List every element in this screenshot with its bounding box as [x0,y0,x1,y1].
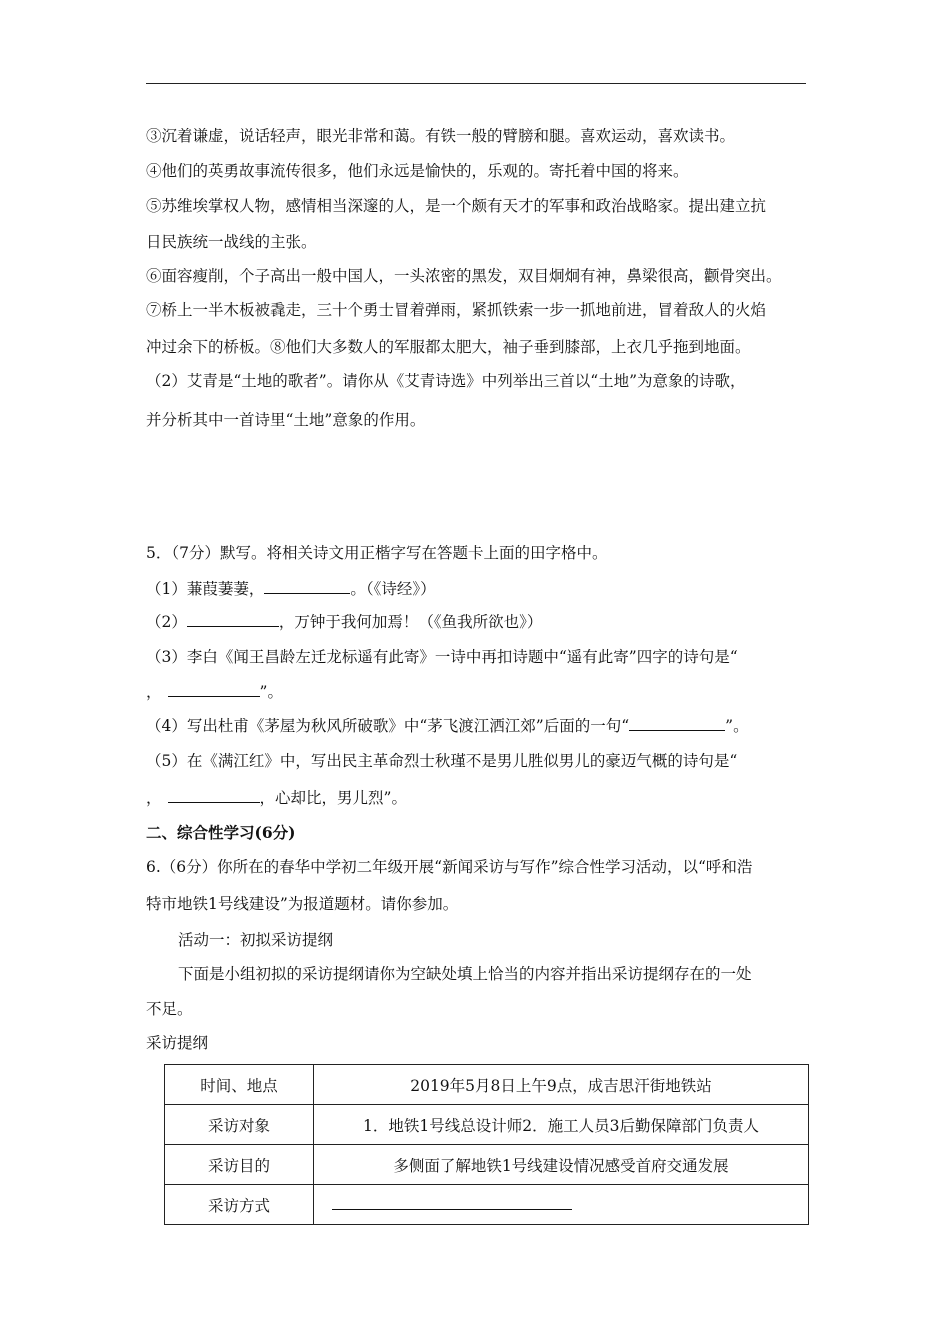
question-5-item-3-line1: （3）李白《闻王昌龄左迁龙标遥有此寄》一诗中再扣诗题中“遥有此寄”四字的诗句是“ [146,648,738,666]
table-row [165,1065,809,1105]
answer-blank-5[interactable] [168,788,260,803]
header-rule [146,83,806,84]
table-row [165,1105,809,1145]
table-row [165,1185,809,1225]
question-5-item-5-line2 [146,787,818,809]
question-5-item-4 [146,715,818,737]
question-4-2-line1: （2）艾青是“土地的歌者”。请你从《艾青诗选》中列举出三首以“土地”为意象的诗歌， [146,372,746,390]
question-6-line1: 6.（6分）你所在的春华中学初二年级开展“新闻采访与写作”综合性学习活动，以“呼和浩 [146,858,753,876]
question-5-item-5-line1: （5）在《满江红》中，写出民主革命烈士秋瑾不是男儿胜似男儿的豪迈气概的诗句是“ [146,752,738,770]
item-5-text-c: ，心却比，男儿烈”。 [259,789,407,807]
item-5-text-b: ， [146,789,162,807]
outline-title: 采访提纲 [146,1034,209,1052]
interview-method-cell [314,1185,809,1225]
text-line-7b: 冲过余下的桥板。⑧他们大多数人的军服都太肥大，袖子垂到膝部，上衣几乎拖到地面。 [146,338,751,356]
item-2-text-b: ，万钟于我何加焉！（《鱼我所欲也》） [278,613,543,631]
item-4-text-b: ”。 [725,717,749,735]
description-line1: 下面是小组初拟的采访提纲请你为空缺处填上恰当的内容并指出采访提纲存在的一处 [178,965,752,983]
item-4-text-a: （4）写出杜甫《茅屋为秋风所破歌》中“茅飞渡江洒江郊”后面的一句“ [146,717,630,735]
item-3-text-c: ”。 [259,683,283,701]
answer-blank-2[interactable] [187,612,279,627]
item-1-text-b: 。（《诗经》） [350,580,436,598]
row-value: 1．地铁1号线总设计师2．施工人员3后勤保障部门负责人 [314,1105,809,1145]
question-6-line2: 特市地铁1号线建设”为报道题材。请你参加。 [146,895,459,913]
row-label: 采访方式 [165,1185,314,1225]
question-5-item-3-line2 [146,681,818,703]
table-row [165,1145,809,1185]
row-value: 多侧面了解地铁1号线建设情况感受首府交通发展 [314,1145,809,1185]
question-5-item-1 [146,578,818,600]
text-line-7a: ⑦桥上一半木板被毳走，三十个勇士冒着弹雨，紧抓铁索一步一抓地前进，冒着敌人的火焰 [146,301,767,319]
question-5-item-2 [146,611,818,633]
row-label: 采访对象 [165,1105,314,1145]
text-line-5b: 日民族统一战线的主张。 [146,233,317,251]
answer-blank-1[interactable] [264,579,350,594]
answer-blank-4[interactable] [629,716,725,731]
interview-method-blank[interactable] [332,1195,572,1210]
item-2-text-a: （2） [146,613,187,631]
activity-one-title: 活动一：初拟采访提纲 [178,931,334,949]
text-line-6: ⑥面容瘦削，个子高出一般中国人，一头浓密的黑发，双目炯炯有神，鼻梁很高，颧骨突出。 [146,267,782,285]
question-5-title: 5．（7分）默写。将相关诗文用正楷字写在答题卡上面的田字格中。 [146,544,608,562]
description-line2: 不足。 [146,1000,193,1018]
item-1-text-a: （1）蒹葭萋萋， [146,580,265,598]
text-line-3: ③沉着谦虚，说话轻声，眼光非常和蔼。有铁一般的臂膀和腿。喜欢运动，喜欢读书。 [146,127,736,145]
question-4-2-line2: 并分析其中一首诗里“土地”意象的作用。 [146,411,426,429]
row-value: 2019年5月8日上午9点，成吉思汗街地铁站 [314,1065,809,1105]
answer-blank-3[interactable] [168,682,260,697]
row-label: 时间、地点 [165,1065,314,1105]
interview-outline-table [164,1064,809,1225]
row-label: 采访目的 [165,1145,314,1185]
text-line-5a: ⑤苏维埃掌权人物，感情相当深邃的人，是一个颇有天才的军事和政治战略家。提出建立抗 [146,197,767,215]
text-line-4: ④他们的英勇故事流传很多，他们永远是愉快的，乐观的。寄托着中国的将来。 [146,162,689,180]
item-3-text-b: ， [146,683,162,701]
section-2-heading: 二、综合性学习(6分) [146,823,296,842]
